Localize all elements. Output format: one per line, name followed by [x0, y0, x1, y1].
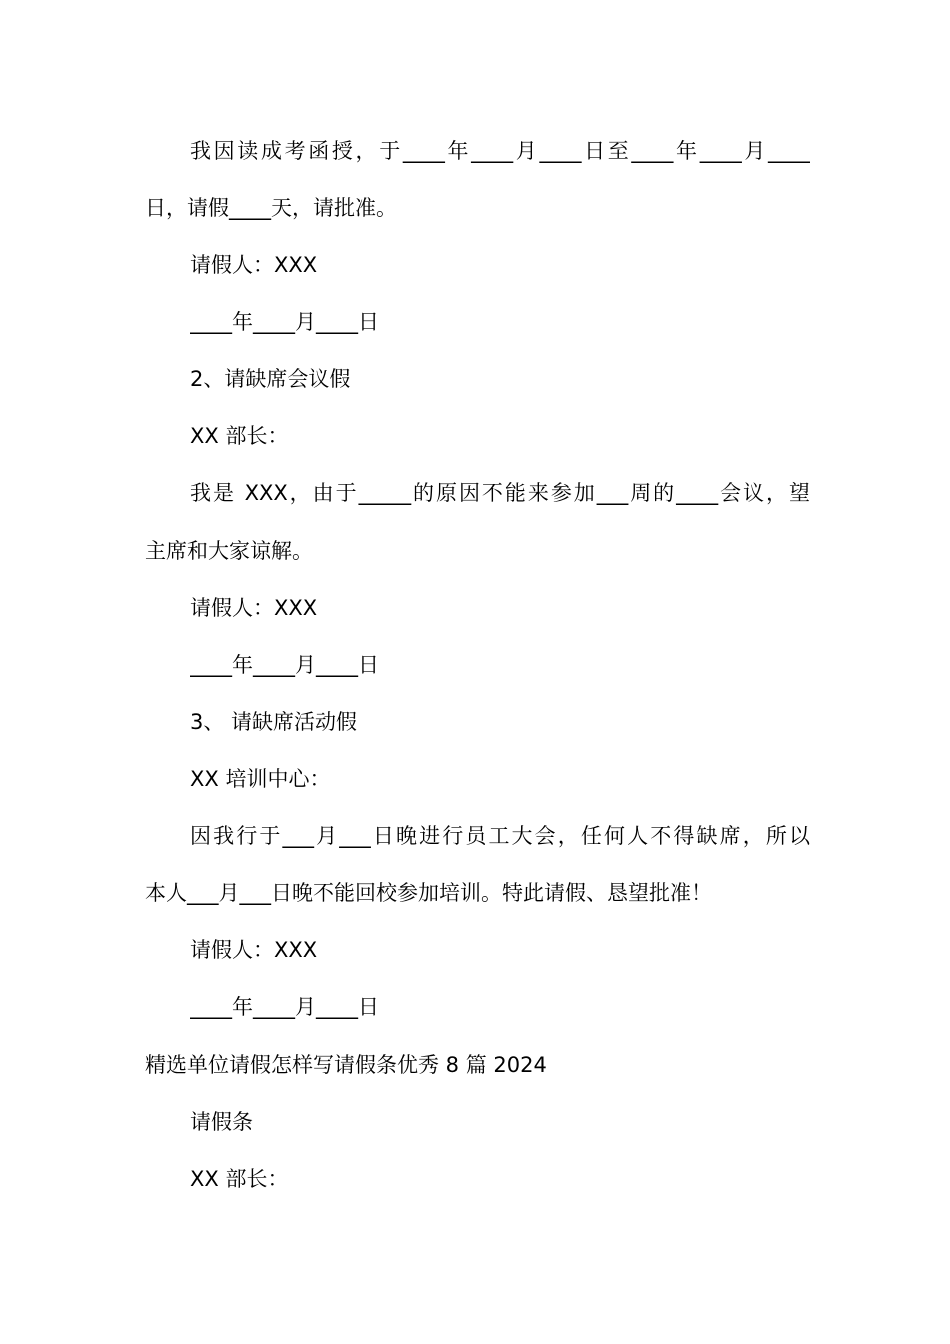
- applicant-line: 请假人：XXX: [190, 938, 318, 962]
- salutation-line: XX 部长：: [190, 424, 289, 448]
- date-line: ____年____月____日: [190, 653, 379, 677]
- date-line: ____年____月____日: [190, 995, 379, 1019]
- applicant-line: 请假人：XXX: [190, 596, 318, 620]
- paragraph-line: 我是 XXX，由于_____的原因不能来参加___周的____会议，望: [190, 481, 810, 505]
- section-heading: 3、 请缺席活动假: [190, 710, 358, 734]
- salutation-line: XX 部长：: [190, 1167, 289, 1191]
- paragraph-line: 因我行于___月___日晚进行员工大会，任何人不得缺席，所以: [190, 824, 810, 848]
- section-heading: 2、请缺席会议假: [190, 367, 351, 391]
- applicant-line: 请假人：XXX: [190, 253, 318, 277]
- paragraph-line: 本人___月___日晚不能回校参加培训。特此请假、恳望批准！: [145, 881, 712, 905]
- date-line: ____年____月____日: [190, 310, 379, 334]
- paragraph-line: 日，请假____天，请批准。: [145, 196, 397, 220]
- salutation-line: XX 培训中心：: [190, 767, 331, 791]
- note-heading: 请假条: [190, 1110, 253, 1134]
- paragraph-line: 主席和大家谅解。: [145, 539, 313, 563]
- document-title: 精选单位请假怎样写请假条优秀 8 篇 2024: [145, 1053, 547, 1077]
- paragraph-line: 我因读成考函授，于____年____月____日至____年____月____: [190, 139, 810, 163]
